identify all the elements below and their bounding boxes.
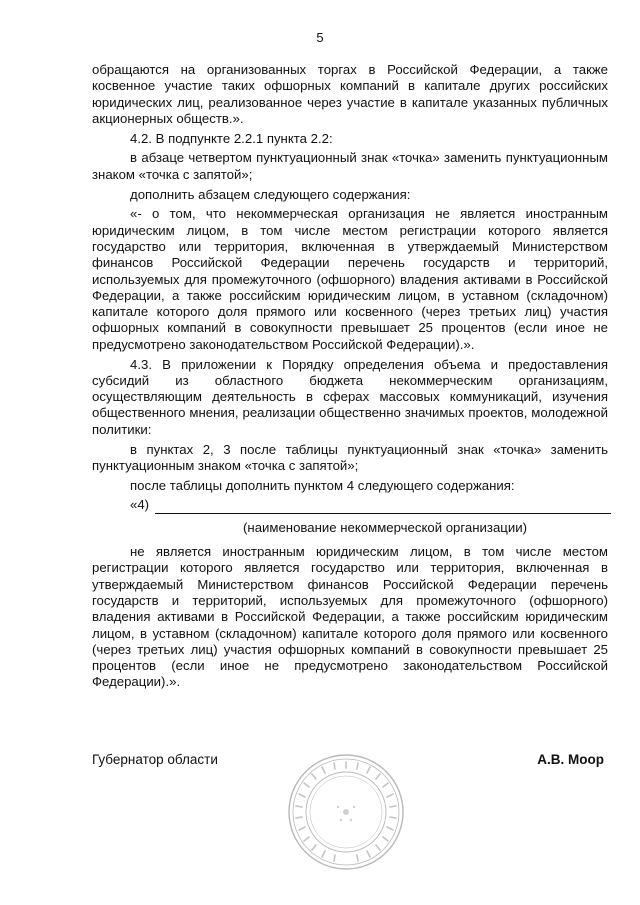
paragraph-final: не является иностранным юридическим лицом, в том числе местом регистрации которого является государство или территория, включенная в утверждаемый Министерством финансов Российской Федерации перечень государств и территорий, используемых для промежуточного (офшорного) владения активами в Российской Федерации, а также российским юридическим лицом, в уставном (складочном) капитале которого доля прямого или косвенного (через третьих лиц) участия офшорных компаний в совокупности превышает 25 процентов (если иное не предусмотрено законодательством Российской Федерации).». [92, 544, 608, 690]
page-number: 5 [316, 30, 324, 45]
blank-underline [155, 500, 611, 514]
paragraph-add-point-4: после таблицы дополнить пунктом 4 следующего содержания: [130, 477, 515, 493]
paragraph-section-4-3: 4.3. В приложении к Порядку определения объема и предоставления субсидий из областного бюджета некоммерческим организациям, осуществляющим деятельность в сферах массовых коммуникаций, изучения общественного мнения, реализации общественно значимых проектов, молодежной политики: [92, 356, 608, 437]
document-body [92, 62, 608, 694]
paragraph-points-2-3: в пунктах 2, 3 после таблицы пунктуационный знак «точка» заменить пунктуационным знаком «точка с запятой»; [92, 441, 608, 473]
signature-position: Губернатор области [92, 752, 218, 767]
blank-prefix: «4) [130, 497, 150, 513]
paragraph-add-clause: дополнить абзацем следующего содержания: [130, 186, 411, 202]
signature-name: А.В. Моор [537, 752, 604, 767]
paragraph-replace-punctuation: в абзаце четвертом пунктуационный знак «точка» заменить пунктуационным знаком «точка с запятой»; [92, 150, 608, 182]
paragraph-clause-text: «- о том, что некоммерческая организация не является иностранным юридическим лицом, в том числе местом регистрации которого является государство или территория, включенная в утверждаемый Министерством финансов Российской Федерации перечень государств и территорий, используемых для промежуточного (офшорного) владения активами в Российской Федерации, а также российским юридическим лицом, в уставном (складочном) капитале которого доля прямого или косвенного (через третьих лиц) участия офшорных компаний в совокупности превышает 25 процентов (если иное не предусмотрено законодательством Российской Федерации).». [92, 206, 608, 352]
paragraph-section-4-2: 4.2. В подпункте 2.2.1 пункта 2.2: [130, 130, 333, 146]
blank-caption: (наименование некоммерческой организации) [243, 519, 527, 535]
paragraph-continuation: обращаются на организованных торгах в Российской Федерации, а также косвенное участие таких офшорных компаний в капитале других российских юридических лиц, реализованное через участие в капитале указанных публичных акционерных обществ.». [92, 62, 608, 126]
official-seal-icon [286, 752, 406, 872]
blank-fill-line [92, 497, 608, 513]
